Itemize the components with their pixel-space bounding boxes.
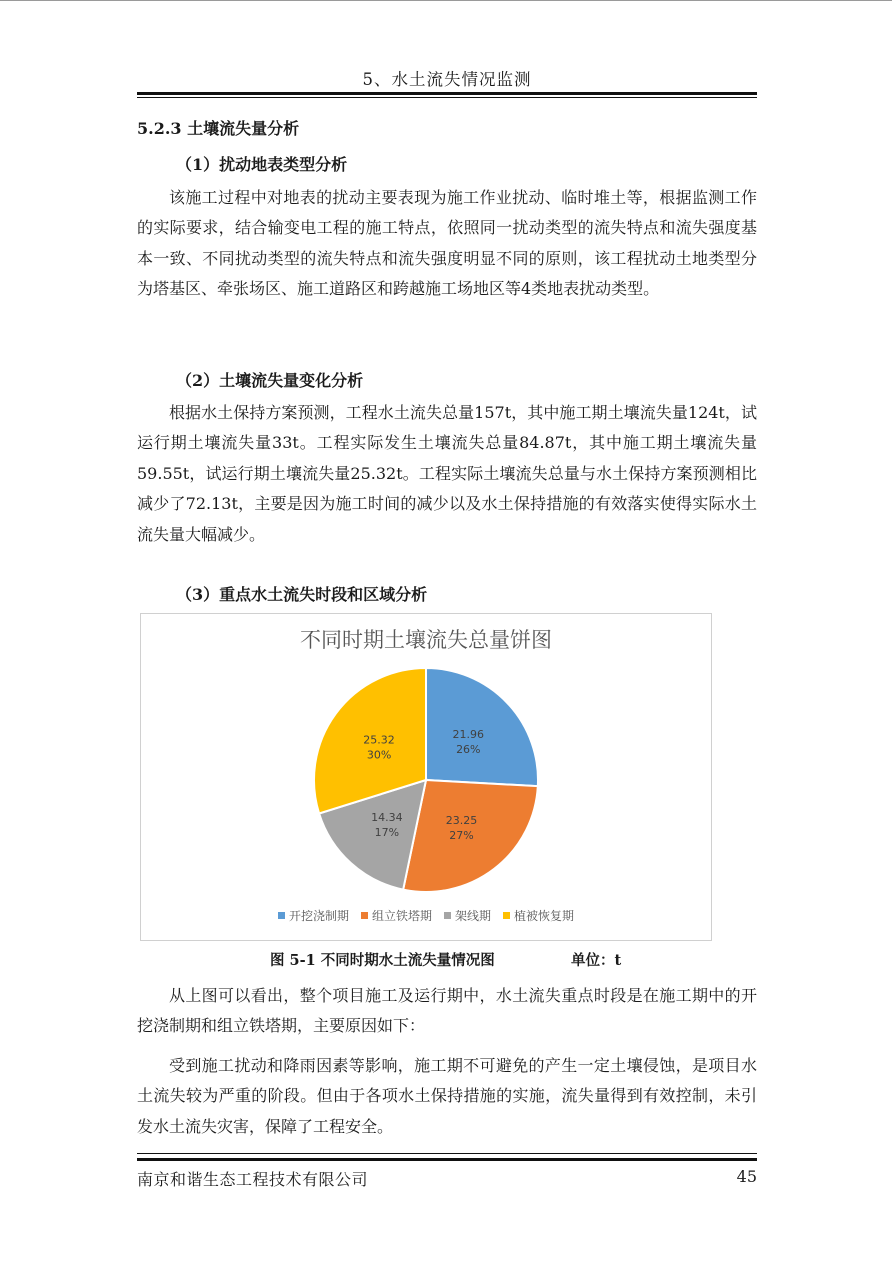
- paragraph-conclusion: 从上图可以看出，整个项目施工及运行期中，水土流失重点时段是在施工期中的开挖浇制期和组立铁塔期，主要原因如下：: [137, 986, 757, 1036]
- figure-unit: 单位：t: [571, 952, 622, 969]
- legend-swatch-3: [444, 912, 451, 919]
- pie-chart-figure: [140, 613, 712, 941]
- legend-swatch-1: [278, 912, 285, 919]
- footer-page-number: 45: [736, 1167, 757, 1186]
- footer-rule-thick: [137, 1158, 757, 1161]
- pie-value-label-1: 21.96: [452, 727, 485, 741]
- page-top-border: [0, 0, 892, 1]
- footer-company: 南京和谐生态工程技术有限公司: [137, 1170, 369, 1189]
- section-heading: 5.2.3 土壤流失量分析: [137, 119, 300, 138]
- header-rule-thick: [137, 92, 757, 95]
- subsection-heading-2: （2）土壤流失量变化分析: [176, 371, 364, 390]
- legend-item-3: [444, 907, 491, 924]
- running-header: 5、水土流失情况监测: [362, 70, 532, 89]
- chart-title: 不同时期土壤流失总量饼图: [300, 628, 552, 652]
- paragraph-soil-loss-change: 根据水土保持方案预测，工程水土流失总量157t，其中施工期土壤流失量124t，试运行期土壤流失量33t。工程实际发生土壤流失总量84.87t，其中施工期土壤流失量59.55t，试运行期土壤流失量25.32t。工程实际土壤流失总量与水土保持方案预测相比减少了72.13t，主要是因为施工时间的减少以及水土保持措施的有效落实使得实际水土流失量大幅减少。: [137, 403, 757, 544]
- legend-item-4: [503, 907, 574, 924]
- footer-rule-thin: [137, 1153, 757, 1154]
- legend-item-1: [278, 907, 349, 924]
- legend-swatch-2: [361, 912, 368, 919]
- legend-label-2: 组立铁塔期: [371, 909, 432, 923]
- pie-chart-svg: [141, 614, 711, 940]
- pie-percent-label-4: 30%: [366, 748, 392, 762]
- paragraph-reason: 受到施工扰动和降雨因素等影响，施工期不可避免的产生一定土壤侵蚀，是项目水土流失较为严重的阶段。但由于各项水土保持措施的实施，流失量得到有效控制，未引发水土流失灾害，保障了工程安全。: [137, 1056, 757, 1136]
- paragraph-disturbance-types: 该施工过程中对地表的扰动主要表现为施工作业扰动、临时堆土等，根据监测工作的实际要求，结合输变电工程的施工特点，依照同一扰动类型的流失特点和流失强度基本一致、不同扰动类型的流失特点和流失强度明显不同的原则，该工程扰动土地类型分为塔基区、牵张场区、施工道路区和跨越施工场地区等4类地表扰动类型。: [137, 188, 757, 299]
- legend-label-3: 架线期: [455, 909, 492, 923]
- subsection-heading-3: （3）重点水土流失时段和区域分析: [176, 585, 428, 604]
- pie-value-label-3: 14.34: [371, 811, 403, 825]
- pie-percent-label-3: 17%: [374, 826, 400, 840]
- header-rule-thin: [137, 97, 757, 98]
- pie-value-label-4: 25.32: [363, 733, 395, 747]
- legend-label-4: 植被恢复期: [514, 909, 575, 923]
- chart-legend: [141, 907, 711, 924]
- subsection-heading-1: （1）扰动地表类型分析: [176, 155, 348, 174]
- legend-item-2: [361, 907, 432, 924]
- pie-percent-label-2: 27%: [449, 829, 474, 843]
- figure-caption: 图 5-1 不同时期水土流失量情况图: [270, 952, 495, 969]
- legend-label-1: 开挖浇制期: [288, 909, 349, 923]
- pie-percent-label-1: 26%: [456, 742, 481, 756]
- legend-swatch-4: [503, 912, 510, 919]
- pie-value-label-2: 23.25: [445, 814, 478, 828]
